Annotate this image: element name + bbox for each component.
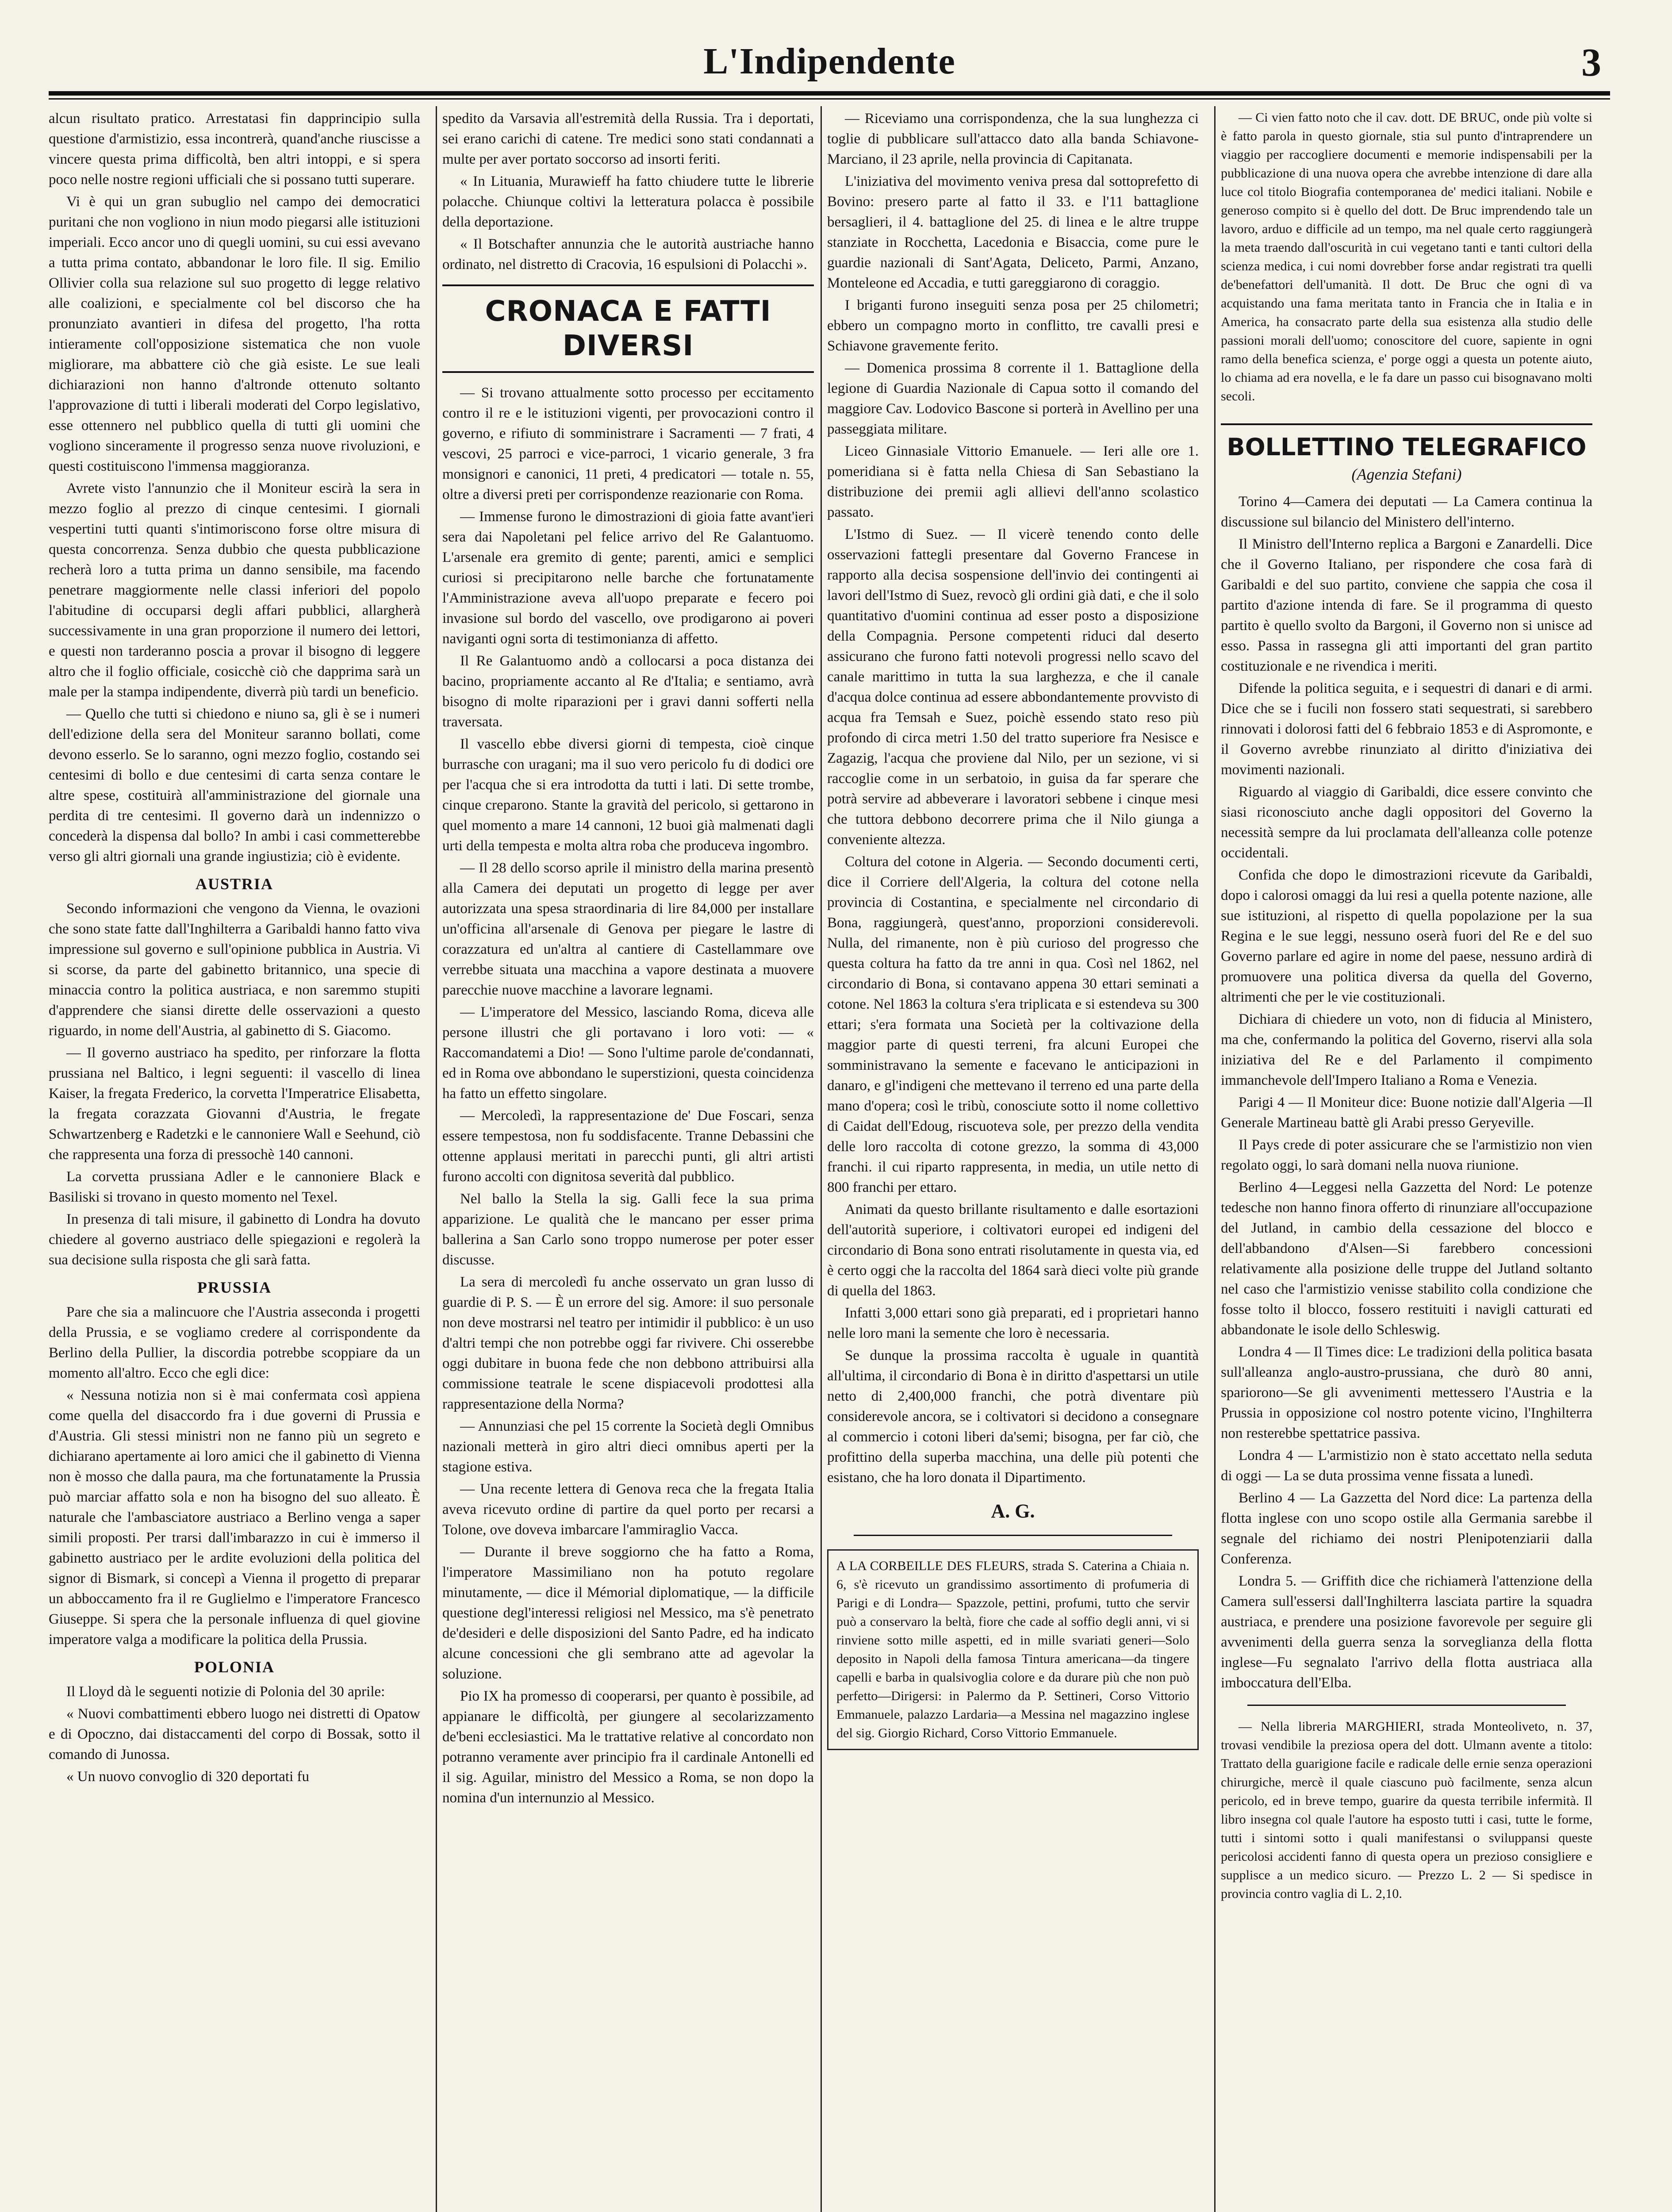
telegram: Il Ministro dell'Interno replica a Bargoni e Zanardelli. Dice che il Governo Italiano, per rispondere che cosa farà di Garibaldi e del suo partito, conviene che sappia che cosa il partito d'azione intenda di fare. Se il programma di questo partito è quello svolto da Bargoni, il Governo non si unisce ad esso. Passa in rassegna gli atti importanti del gran partito costituzionale e ne rivendica i meriti.	[1221, 536, 1592, 674]
paragraph: L'Istmo di Suez. — Il vicerè tenendo conto delle osservazioni fattegli presentare dal Governo Francese in rapporto alla decisa sospensione dell'invio dei contingenti ai lavori dell'Istmo di Suez, revocò gli ordini già dati, e che il solo quantitativo d'uomini continua ad esser posto a disposizione della Compagnia. Persone competenti riduci dal deserto assicurano che furono fatti notevoli progressi nello scavo del canale marittimo in tutta la sua larghezza, e che il canale d'acqua dolce continua ad essere abbondantemente provvisto di acqua fra Temsah e Suez, poichè essendo stato reso più profondo di circa metri 1.50 del tratto superiore fra Nesisce e Zagazig, l'acqua che proviene dal Nilo, per un sezione, vi si raccoglie come in un serbatoio, in guisa da far sperare che potrà servire ad abbeverare i lavoratori sebbene i cinque mesi che tuttora debbono decorrere prima che il Nilo giunga a conveniente altezza.	[827, 526, 1199, 848]
paragraph: alcun risultato pratico. Arrestatasi fin dapprincipio sulla questione d'armistizio, essa incontrerà, quand'anche riuscisse a vincere questa prima difficoltà, ben altri intoppi, e si spera poco nelle nostre regioni ufficiali che si possano tutti superare.	[49, 111, 420, 188]
page-number: 3	[1581, 41, 1601, 84]
paragraph: Nel ballo la Stella la sig. Galli fece la sua prima apparizione. Le qualità che le mancano per esser prima ballerina a San Carlo sono troppo numerose per poter esser discusse.	[442, 1191, 814, 1268]
telegram: Berlino 4—Leggesi nella Gazzetta del Nord: Le potenze tedesche non hanno finora offerto di rinunziare all'occupazione del Jutland, in cambio della cessazione del blocco e dell'abbandono d'Alsen—Si farebbero concessioni relativamente alla posizione delle truppe del Jutland soltanto nel caso che l'armistizio venisse stabilito colla condizione che fosse tolto il blocco, fossero restituiti i navigli catturati ed abbandonate le isole dello Schleswig.	[1221, 1179, 1592, 1338]
header-rule-thin	[49, 98, 1610, 100]
section-heading-bollettino: BOLLETTINO TELEGRAFICO	[1221, 423, 1592, 462]
section-subheading: (Agenzia Stefani)	[1351, 465, 1462, 483]
divider	[854, 1535, 1172, 1536]
divider	[1247, 1705, 1566, 1706]
section-heading-prussia: PRUSSIA	[197, 1279, 272, 1296]
paragraph: — Durante il breve soggiorno che ha fatto a Roma, l'imperatore Massimiliano non ha potuto regolare minutamente, — dice il Mémorial diplomatique, — la difficile questione degl'interessi religiosi nel Messico, ma s'è penetrato de'desideri e delle disposizioni del Santo Padre, ed ha indicato alcune concessioni che gli sembrano atte ad agevolar la soluzione.	[442, 1544, 814, 1682]
paragraph: Pio IX ha promesso di cooperarsi, per quanto è possibile, ad appianare le difficoltà, per giungere al secolarizzamento de'beni ecclesiastici. Ma le trattative relative al concordato non potranno veramente aver principio fra il cardinale Antonelli ed il sig. Aguilar, ministro del Messico a Roma, se non dopo la nomina d'un internunzio al Messico.	[442, 1688, 814, 1806]
paragraph: — Si trovano attualmente sotto processo per eccitamento contro il re e le istituzioni vigenti, per provocazioni contro il governo, e rifiuto di somministrare i Sacramenti — 7 frati, 4 vescovi, 25 parroci e vice-parroci, 1 vicario generale, 3 fra monsignori e canonici, 11 preti, 4 predicatori — totale n. 55, oltre a diversi preti per corrispondenze reazionarie con Roma.	[442, 385, 814, 503]
column-divider	[436, 106, 437, 2212]
advertisement: A LA CORBEILLE DES FLEURS, strada S. Caterina a Chiaia n. 6, s'è ricevuto un grandissimo assortimento di profumeria di Parigi e di Londra— Spazzole, pettini, profumi, tutto che servir può a conservaro la beltà, fiore che cade al soffio degli anni, vi si rinviene sotto mille aspetti, ed in mille svariati generi—Solo deposito in Napoli della famosa Tintura americana—da tingere capelli e barba in qualsivoglia colore e da durare più che non può perfetto—Dirigersi: in Palermo da P. Settineri, Corso Vittorio Emmanuele, palazzo Lardaria—a Messina nel magazzino inglese del sig. Giorgio Richard, Corso Vittorio Emmanuele.	[827, 1549, 1199, 1750]
paragraph: I briganti furono inseguiti senza posa per 25 chilometri; ebbero un compagno morto in conflitto, tre cavalli presi e Schiavone gravemente ferito.	[827, 297, 1199, 354]
paragraph: La sera di mercoledì fu anche osservato un gran lusso di guardie di P. S. — È un errore del sig. Amore: il suo personale non deve mostrarsi nel teatro per intimidir il pubblico: è un uso d'altri tempi che non potrebbe oggi far rivivere. Chi osserebbe oggi dubitare in buona fede che non debbono attribuirsi alla commissione teatrale le scene dispiacevoli prodottesi alla rappresentazione della Norma?	[442, 1274, 814, 1412]
paragraph: Secondo informazioni che vengono da Vienna, le ovazioni che sono state fatte dall'Inghilterra a Garibaldi hanno fatto viva impressione sul governo e sull'opinione pubblica in Austria. Vi si scorse, da parte del gabinetto britannico, una specie di minaccia contro la politica austriaca, e non saremmo stupiti d'apprendere che siansi dirette delle osservazioni a questo riguardo, in nome dell'Austria, al gabinetto di S. Giacomo.	[49, 901, 420, 1039]
column-3	[827, 108, 1199, 2212]
telegram: Londra 5. — Griffith dice che richiamerà l'attenzione della Camera sull'essersi dall'Inghilterra lasciata partire la squadra austriaca, e prendere una posizione favorevole per seguire gli avvenimenti della guerra senza la sorveglianza della flotta inglese—Fu segnalato l'arrivo della flotta austriaca alla imboccatura dell'Elba.	[1221, 1573, 1592, 1691]
paragraph: Avrete visto l'annunzio che il Moniteur escirà la sera in mezzo foglio al prezzo di cinque centesimi. I giornali vespertini tutti quanti s'intimoriscono forse oltre misura di questa concorrenza. Senza dubbio che questa pubblicazione recherà loro a tutta prima un danno sensibile, ma facendo penetrare maggiormente nelle classi inferiori del popolo l'abitudine di occuparsi degli affari pubblici, allargherà successivamente in una gran proporzione il numero dei lettori, e questi non tarderanno poscia a provar il bisogno di leggere altro che il foglio officiale, cosicchè ciò che dapprima sarà un male per la stampa indipendente, diverrà più tardi un beneficio.	[49, 480, 420, 700]
paragraph: Pare che sia a malincuore che l'Austria asseconda i progetti della Prussia, e se vogliamo credere al corrispondente da Berlino della Pullier, la discordia potrebbe scoppiare da un momento all'altro. Ecco che egli dice:	[49, 1304, 420, 1381]
paragraph: « Il Botschafter annunzia che le autorità austriache hanno ordinato, nel distretto di Cracovia, 16 espulsioni di Polacchi ».	[442, 236, 814, 273]
paragraph: Vi è qui un gran subuglio nel campo dei democratici puritani che non vogliono in niun modo piegarsi alle istituzioni imperiali. Ecco ancor uno di quegli uomini, su cui essi avevano a tutta prima contato, abbandonar le loro file. Il sig. Emilio Ollivier colla sua relazione sul suo progetto di legge relativo alle coalizioni, e specialmente col bel discorso che ha pronunziato avantieri in difesa del progetto, l'ha rotta intieramente coll'opposizione sistematica che non vuole migliorare, ma abbattere ciò che già esiste. Le sue leali dichiarazioni non hanno d'altronde ottenuto soltanto l'approvazione di tutti i liberali moderati del Corpo legislativo, esse ottennero nel pubblico quella di tutti gli uomini che vogliono sinceramente il progresso senza nuove rivoluzioni, e questi costituiscono l'immensa maggioranza.	[49, 194, 420, 474]
paragraph: — Nella libreria MARGHIERI, strada Monteoliveto, n. 37, trovasi vendibile la preziosa opera del dott. Ulmann avente a titolo: Trattato della guarigione facile e radicale delle ernie senza operazioni chirurgiche, mercè il quale ciascuno può facilmente, senza alcun pericolo, ed in breve tempo, guarire da questa terribile infermità. Il libro insegna col quale l'autore ha esposto tutti i casi, tutte le forme, tutti i sintomi sotto i quali manifestansi o sviluppansi queste pericolosi accidenti fanno di questa opera un prezioso consigliere e supplisce a un medico sicuro. — Prezzo L. 2 — Si spedisce in provincia contro vaglia di L. 2,10.	[1221, 1719, 1592, 1901]
section-heading-polonia: POLONIA	[194, 1658, 275, 1676]
telegram: Parigi 4 — Il Moniteur dice: Buone notizie dall'Algeria —Il Generale Martineau battè gli Arabi presso Geryeville.	[1221, 1094, 1592, 1131]
section-heading-cronaca: CRONACA E FATTI DIVERSI	[442, 284, 814, 373]
telegram: Dichiara di chiedere un voto, non di fiducia al Ministero, ma che, confermando la politica del Governo, riservi alla sola iniziativa del Re e del Parlamento il compimento immanchevole dell'Impero Italiano a Roma e Venezia.	[1221, 1011, 1592, 1088]
paragraph: « Nessuna notizia non si è mai confermata così appiena come quella del disaccordo fra i due governi di Prussia e d'Austria. Gli stessi ministri non ne fanno più un segreto e dichiarano apertamente ai loro amici che il gabinetto di Vienna non è mosso che dalla paura, ma che fortunatamente la Prussia può marciar affatto sola e non ha bisogno del suo alleato. È naturale che l'ambasciatore austriaco a Berlino venga a saper simili proposti. Per trarsi dall'imbarazzo in cui è immerso il gabinetto austriaco per le ardite evoluzioni della politica del signor di Bismark, si concepì a Vienna il progetto di preparar un abboccamento fra il re Guglielmo e l'imperatore Francesco Giuseppe. Si spera che la personale influenza di quel giovine imperatore valga a modificare la politica della Prussia.	[49, 1387, 420, 1647]
paragraph: — Il 28 dello scorso aprile il ministro della marina presentò alla Camera dei deputati un progetto di legge per aver autorizzata una spesa straordinaria di lire 84,000 per installare un'officina all'arsenale di Genova per piegare le lastre di corazzatura ed un'altra al cantiere di Castellammare ove verrebbe situata una macchina a vapore destinata a muovere parecchie nuove macchine a lavorare legnami.	[442, 860, 814, 998]
author-signature: A. G.	[991, 1500, 1035, 1522]
telegram: Berlino 4 — La Gazzetta del Nord dice: La partenza della flotta inglese con uno scopo ostile alla Germania sarebbe il segnale del richiamo dei nostri Plenipotenziarii dalla Conferenza.	[1221, 1490, 1592, 1567]
paragraph: La corvetta prussiana Adler e le cannoniere Black e Basiliski si trovano in questo momento nel Texel.	[49, 1169, 420, 1205]
paragraph: L'iniziativa del movimento veniva presa dal sottoprefetto di Bovino: presero parte al fatto il 33. e l'11 battaglione bersaglieri, il 4. battaglione del 25. di linea e le altre truppe stanziate in Rocchetta, Lacedonia e Bisaccia, come pure le guardie nazionali di Sant'Agata, Deliceto, Parmi, Anzano, Monteleone ed Accadia, e tutti gareggiarono di coraggio.	[827, 173, 1199, 291]
paragraph: Se dunque la prossima raccolta è uguale in quantità all'ultima, il circondario di Bona è in diritto d'aspettarsi un utile netto di 2,400,000 franchi, che potrà diventare più considerevole ancora, se i coltivatori si decidono a consegnare al commercio i cotoni liberi da'semi; bisogna, per far ciò, che profittino della superba macchina, una delle più potenti che esistano, che ha loro donata il Dipartimento.	[827, 1348, 1199, 1486]
section-heading-austria: AUSTRIA	[195, 875, 274, 893]
telegram: Torino 4—Camera dei deputati — La Camera continua la discussione sul bilancio del Ministero dell'interno.	[1221, 494, 1592, 530]
column-divider	[1214, 106, 1216, 2212]
telegram: Londra 4 — L'armistizio non è stato accettato nella seduta di oggi — La se duta prossima venne fissata a lunedì.	[1221, 1448, 1592, 1484]
paragraph: — Mercoledì, la rappresentazione de' Due Foscari, senza essere tempestosa, non fu soddisfacente. Tranne Debassini che ottenne applausi meritati in parecchi punti, gli altri artisti furono accolti con dignitosa severità dal pubblico.	[442, 1108, 814, 1185]
paragraph: « In Lituania, Murawieff ha fatto chiudere tutte le librerie polacche. Chiunque coltivi la letteratura polacca è possibile della deportazione.	[442, 173, 814, 230]
paragraph: Il Re Galantuomo andò a collocarsi a poca distanza dei bacino, propriamente accanto al Re d'Italia; e sentiamo, avrà bisogno di molte riparazioni per i gravi danni sofferti nella traversata.	[442, 653, 814, 730]
paragraph: Infatti 3,000 ettari sono già preparati, ed i proprietari hanno nelle loro mani la semente che loro è necessaria.	[827, 1305, 1199, 1341]
column-4	[1221, 108, 1592, 2212]
telegram: Il Pays crede di poter assicurare che se l'armistizio non vien regolato oggi, lo sarà domani nella nuova riunione.	[1221, 1137, 1592, 1173]
paragraph: — Annunziasi che pel 15 corrente la Società degli Omnibus nazionali metterà in giro altri dieci omnibus aperti per la stagione estiva.	[442, 1418, 814, 1475]
column-1	[49, 108, 420, 2212]
paragraph: Il Lloyd dà le seguenti notizie di Polonia del 30 aprile:	[66, 1684, 385, 1700]
paragraph: — Quello che tutti si chiedono e niuno sa, gli è se i numeri dell'edizione della sera del Moniteur saranno bollati, come devono esserlo. Se lo saranno, ogni mezzo foglio, costando sei centesimi di bollo e due centesimi di carta senza contare le altre spese, costituirà all'amministrazione del giornale una perdita di tre centesimi. Il governo darà un indennizzo o concederà la dispensa dal bollo? In ambi i casi commetterebbe verso gli altri giornali una grande ingiustizia; ciò è evidente.	[49, 706, 420, 864]
paragraph: — Domenica prossima 8 corrente il 1. Battaglione della legione di Guardia Nazionale di Capua sotto il comando del maggiore Cav. Lodovico Bascone si porterà in Avellino per una passeggiata militare.	[827, 360, 1199, 437]
column-divider	[821, 106, 822, 2212]
paragraph: — Riceviamo una corrispondenza, che la sua lunghezza ci toglie di pubblicare sull'attacco dato alla banda Schiavone-Marciano, il 23 aprile, nella provincia di Capitanata.	[827, 111, 1199, 167]
telegram: Londra 4 — Il Times dice: Le tradizioni della politica basata sull'alleanza anglo-austro-prussiana, che durò 80 anni, spariorono—Se gli avvenimenti mettessero l'Austria e la Prussia in opposizione col nostro potente vicino, l'Inghilterra non resterebbe spettatrice passiva.	[1221, 1344, 1592, 1441]
header-rule	[49, 91, 1610, 96]
paragraph: Animati da questo brillante risultamento e dalle esortazioni dell'autorità superiore, i coltivatori europei ed indigeni del circondario di Bona sono entrati risolutamente in questa via, ed è certo oggi che la raccolta del 1864 sarà dieci volte più grande di quella del 1863.	[827, 1202, 1199, 1299]
paragraph: « Nuovi combattimenti ebbero luogo nei distretti di Opatow e di Opoczno, dai distaccamenti del corpo di Bossak, sotto il comando di Junossa.	[49, 1706, 420, 1763]
telegram: Confida che dopo le dimostrazioni ricevute da Garibaldi, dopo i calorosi omaggi da lui resi a quella potente nazione, alle sue istituzioni, al rispetto di quella popolazione per la sua Regina e le sue leggi, nessuno oserà fuori del Re e del suo Governo parlare ed agire in nome del paese, nessuno ardirà di promuovere una politica diversa da quella del Governo, altrimenti che per le vie costituzionali.	[1221, 867, 1592, 1005]
paragraph: — Il governo austriaco ha spedito, per rinforzare la flotta prussiana nel Baltico, i legni seguenti: il vascello di linea Kaiser, la fregata Frederico, la corvetta l'Imperatrice Elisabetta, la fregata corazzata Giovanni d'Austria, le fregate Schwartzenberg e Radetzki e le cannoniere Wall e Seehund, ciò che rappresenta una forza di pressochè 140 cannoni.	[49, 1045, 420, 1163]
paragraph: — Ci vien fatto noto che il cav. dott. DE BRUC, onde più volte si è fatto parola in questo giornale, stia sul punto d'intraprendere un viaggio per raccogliere documenti e memorie indispensabili per la pubblicazione di una nuova opera che avrebbe intenzione di dare alla luce col titolo Biografia contemporanea de' medici italiani. Nobile e generoso compito si è quello del dott. De Bruc imprendendo tale un lavoro, arduo e difficile ad un tempo, ma nel quale certo raggiungerà la meta traendo dall'oscurità in cui vegetano tanti e tanti cultori della scienza medica, i cui nomi dovrebber forse andar registrati tra quelli de'benefattori dell'umanità. Il dott. De Bruc che ogni dì va acquistando una fama meritata tanto in Francia che in Italia e in America, ha consacrato parte della sua esistenza alla studio delle passioni morali dell'uomo; conoscitore del cuore, sapiente in ogni ramo della benefica scienza, e' porge oggi a questa un potente aiuto, lo chiama ad era novella, e le fa dare un passo cui bisognavano molti secoli.	[1221, 110, 1592, 403]
telegram: Riguardo al viaggio di Garibaldi, dice essere convinto che siasi riconosciuto anche dagli oppositori del Governo la necessità sempre da lui proclamata dell'alleanza colle potenze occidentali.	[1221, 784, 1592, 861]
paragraph: Coltura del cotone in Algeria. — Secondo documenti certi, dice il Corriere dell'Algeria, la coltura del cotone nella provincia di Costantina, e specialmente nel circondario di Bona, raggiungerà, quest'anno, proporzioni considerevoli. Nulla, del rimanente, non è più curioso del progresso che questa coltura ha fatto da tre anni in qua. Così nel 1862, nel circondario di Bona, si contavano appena 30 ettari seminati a cotone. Nel 1863 la coltura s'era triplicata e si estendeva su 300 ettari; s'era formata una Società per la coltivazione della maggior parte di questi terreni, fra alcuni Europei che somministravano la semente e facevano le anticipazioni in danaro, e gl'indigeni che mettevano il terreno ed una parte della mano d'opera; così le tribù, conosciute sotto il nome collettivo di Caidat dell'Edoug, riscuoteva sole, per prezzo della vendita delle loro raccolta di cotone grezzo, la somma di 43,000 franchi. il cui riparto rappresenta, in media, un utile netto di 800 franchi per ettaro.	[827, 854, 1199, 1195]
paragraph: — Immense furono le dimostrazioni di gioia fatte avant'ieri sera dai Napoletani pel felice arrivo del Re Galantuomo. L'arsenale era gremito di gente; parenti, amici e semplici curiosi si precipitarono nelle barche che fortunatamente l'Amministrazione aveva all'uopo preparate e fecero poi invasione sul bordo del vascello, ove prodigarono ai poveri naviganti ogni sorta di testimonianza di affetto.	[442, 509, 814, 647]
newspaper-title: L'Indipendente	[703, 41, 955, 82]
paragraph: spedito da Varsavia all'estremità della Russia. Tra i deportati, sei erano carichi di catene. Tre medici sono stati condannati a multe per aver portato soccorso ad insorti feriti.	[442, 111, 814, 167]
masthead	[49, 40, 1610, 88]
paragraph: In presenza di tali misure, il gabinetto di Londra ha dovuto chiedere al governo austriaco delle spiegazioni e regolerà la sua decisione sulla risposta che gli sarà fatta.	[49, 1211, 420, 1268]
paragraph: Liceo Ginnasiale Vittorio Emanuele. — Ieri alle ore 1. pomeridiana si è fatta nella Chiesa di San Sebastiano la distribuzione dei premii agli allievi dell'anno scolastico passato.	[827, 443, 1199, 520]
paragraph: — Una recente lettera di Genova reca che la fregata Italia aveva ricevuto ordine di partire da quel porto per recarsi a Tolone, ove doveva imbarcare l'ammiraglio Vacca.	[442, 1481, 814, 1538]
paragraph: « Un nuovo convoglio di 320 deportati fu	[66, 1769, 310, 1785]
paragraph: Il vascello ebbe diversi giorni di tempesta, cioè cinque burrasche con uragani; ma il suo vero pericolo fu di dodici ore per l'acqua che si era introdotta da tutti i lati. Di sette trombe, cinque creparono. Stante la gravità del pericolo, si gettarono in quel momento a mare 14 cannoni, 12 buoi già malmenati dagli urti della tempesta e molta altra roba che produceva ingombro.	[442, 736, 814, 854]
paragraph: — L'imperatore del Messico, lasciando Roma, diceva alle persone illustri che gli portavano i loro voti: — « Raccomandatemi a Dio! — Sono l'ultime parole de'condannati, ed in Roma ove abbondano le superstizioni, questa coincidenza ha fatto un effetto singolare.	[442, 1004, 814, 1102]
column-2	[442, 108, 814, 2212]
telegram: Difende la politica seguita, e i sequestri di danari e di armi. Dice che se i fucili non fossero stati sequestrati, si sarebbero rinnovati i dolorosi fatti del 6 febbraio 1853 e di Aspromonte, e il Governo avrebbe rinunziato al diritto d'iniziativa dei movimenti nazionali.	[1221, 680, 1592, 778]
